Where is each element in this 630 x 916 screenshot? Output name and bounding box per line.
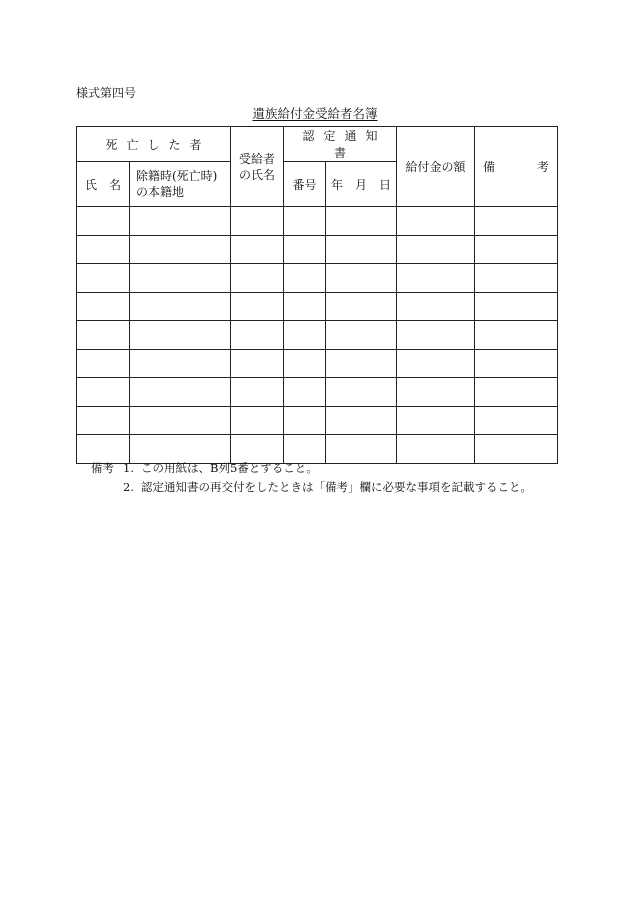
note-number: 2. <box>123 480 134 494</box>
table-cell <box>231 406 284 435</box>
table-cell <box>475 406 558 435</box>
recipient-name-header <box>231 127 284 207</box>
table-cell <box>397 207 475 236</box>
notice-date-header: 年 月 日 <box>326 162 397 207</box>
table-cell <box>326 321 397 350</box>
table-cell <box>475 292 558 321</box>
table-cell <box>130 264 231 293</box>
table-cell <box>77 207 130 236</box>
deceased-group-header: 死亡した者 <box>77 127 231 162</box>
table-cell <box>77 235 130 264</box>
table-cell <box>284 406 326 435</box>
note-item-1 <box>91 459 532 478</box>
page-title <box>0 104 630 122</box>
recipient-header-line2: の氏名 <box>239 167 276 182</box>
table-cell <box>231 378 284 407</box>
notice-number-header: 番号 <box>284 162 326 207</box>
table-cell <box>326 292 397 321</box>
table-cell <box>475 349 558 378</box>
domicile-header-line2: の本籍地 <box>136 185 185 199</box>
table-row <box>77 406 558 435</box>
table-cell <box>77 264 130 293</box>
table-cell <box>475 207 558 236</box>
table-cell <box>397 264 475 293</box>
table-cell <box>326 207 397 236</box>
table-cell <box>326 349 397 378</box>
amount-header: 給付金の額 <box>397 127 475 207</box>
remarks-char-1: 備 <box>483 160 496 174</box>
table-body <box>77 207 558 464</box>
note-text: 認定通知書の再交付をしたときは「備考」欄に必要な事項を記載すること。 <box>141 480 532 494</box>
table-cell <box>397 292 475 321</box>
table-row <box>77 321 558 350</box>
table-row <box>77 235 558 264</box>
header-row-1 <box>77 127 558 162</box>
table-cell <box>326 378 397 407</box>
table-cell <box>284 292 326 321</box>
form-number: 様式第四号 <box>76 86 137 100</box>
table-cell <box>397 378 475 407</box>
table-cell <box>231 321 284 350</box>
remarks-header-text <box>475 158 557 175</box>
table-cell <box>231 292 284 321</box>
table-cell <box>326 406 397 435</box>
table-row <box>77 207 558 236</box>
note-text: この用紙は、B列5番とすること。 <box>141 461 318 475</box>
table-cell <box>326 235 397 264</box>
table-cell <box>130 292 231 321</box>
table-cell <box>284 321 326 350</box>
table-cell <box>475 321 558 350</box>
note-item-2 <box>91 478 532 497</box>
table-cell <box>130 378 231 407</box>
table-row <box>77 264 558 293</box>
domicile-header <box>130 162 231 207</box>
notes-label: 備考 <box>91 461 114 475</box>
recipient-header-line1: 受給者 <box>239 151 276 166</box>
table-cell <box>77 349 130 378</box>
domicile-header-line1: 除籍時(死亡時) <box>136 169 218 183</box>
table-cell <box>231 264 284 293</box>
table-cell <box>326 264 397 293</box>
table-cell <box>397 235 475 264</box>
table-cell <box>130 207 231 236</box>
table-cell <box>397 406 475 435</box>
table-cell <box>130 321 231 350</box>
table-cell <box>475 235 558 264</box>
table-cell <box>475 378 558 407</box>
notice-group-header: 認定通知書 <box>284 127 397 162</box>
table-cell <box>397 349 475 378</box>
table-cell <box>284 349 326 378</box>
remarks-header <box>475 127 558 207</box>
table-row <box>77 349 558 378</box>
table-cell <box>130 349 231 378</box>
table-cell <box>397 321 475 350</box>
table-cell <box>284 378 326 407</box>
table-row <box>77 292 558 321</box>
table-cell <box>77 378 130 407</box>
table-cell <box>231 207 284 236</box>
table-cell <box>284 207 326 236</box>
recipient-register-table <box>76 126 558 464</box>
table-cell <box>284 235 326 264</box>
table-cell <box>77 406 130 435</box>
notes-section <box>91 459 532 497</box>
page-title-text: 遺族給付金受給者名簿 <box>252 106 378 121</box>
table-cell <box>77 321 130 350</box>
note-number: 1. <box>123 461 134 475</box>
table-row <box>77 378 558 407</box>
deceased-name-header: 氏 名 <box>77 162 130 207</box>
table-cell <box>77 292 130 321</box>
table-cell <box>130 235 231 264</box>
table-cell <box>231 235 284 264</box>
table-cell <box>475 264 558 293</box>
table-cell <box>231 349 284 378</box>
table-cell <box>130 406 231 435</box>
table-cell <box>284 264 326 293</box>
remarks-char-2: 考 <box>537 160 550 174</box>
